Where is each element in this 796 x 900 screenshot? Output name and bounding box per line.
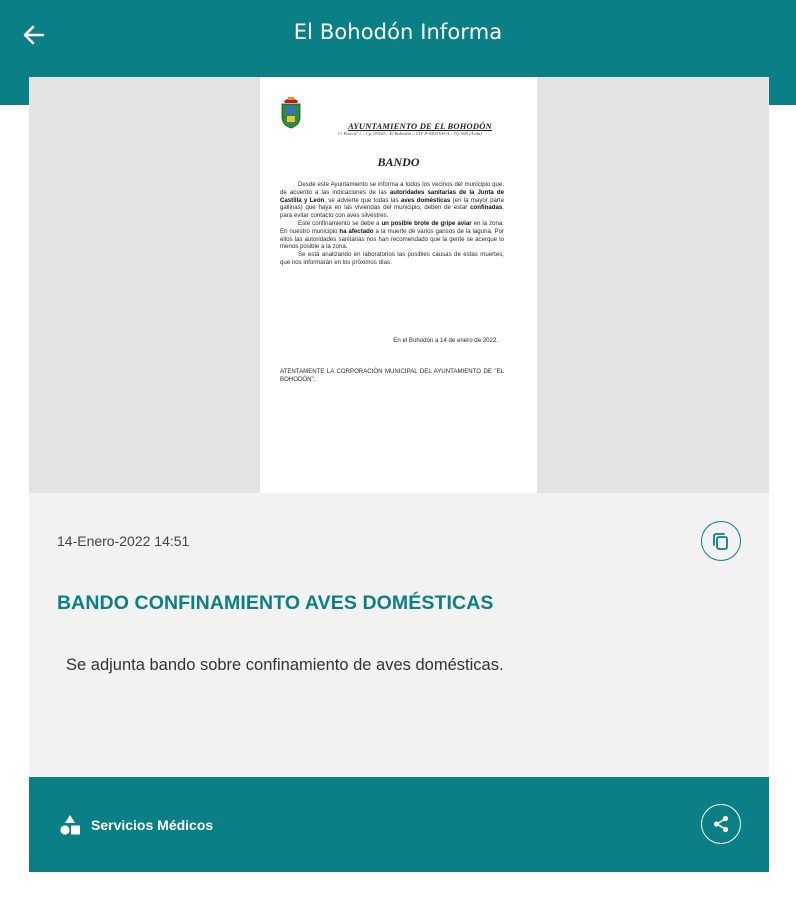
shapes-icon bbox=[59, 814, 81, 836]
service-category-link[interactable] bbox=[59, 814, 213, 836]
org-address: C/ Pozo nº 1 – Cp. 05520 – El Bohodón – CIF P-0503300-A – Tlf. 920 (Ávila) bbox=[338, 131, 482, 136]
document-date: En el Bohodón a 14 de enero de 2022. bbox=[393, 337, 498, 344]
page-title: El Bohodón Informa bbox=[293, 20, 503, 44]
share-button[interactable] bbox=[701, 804, 741, 844]
news-image[interactable] bbox=[29, 77, 769, 493]
copy-button[interactable] bbox=[701, 521, 741, 561]
news-card bbox=[29, 77, 769, 872]
document-heading: BANDO bbox=[377, 155, 420, 169]
news-datetime: 14-Enero-2022 14:51 bbox=[57, 533, 190, 549]
share-icon bbox=[711, 814, 731, 834]
bando-document bbox=[260, 77, 537, 493]
news-body: Se adjunta bando sobre confinamiento de aves domésticas. bbox=[66, 656, 504, 674]
document-signature: ATENTAMENTE LA CORPORACIÓN MUNICIPAL DEL AYUNTAMIENTO DE "EL BOHODÓN". bbox=[280, 368, 504, 383]
org-name: AYUNTAMIENTO DE EL BOHODÓN bbox=[348, 121, 492, 131]
copy-icon bbox=[711, 531, 731, 551]
card-footer bbox=[29, 777, 769, 872]
news-title: BANDO CONFINAMIENTO AVES DOMÉSTICAS bbox=[57, 592, 494, 614]
coat-of-arms-icon bbox=[279, 95, 303, 129]
service-label: Servicios Médicos bbox=[91, 817, 214, 833]
document-body: Desde este Ayuntamiento se informa a todos los vecinos del municipio que, de acuerdo a las indicaciones de las autoridades sanitarias de la Junta de Castilla y León, se advierte que todas las aves domésticas (en la mayor parte gallinas) que haya en las viviendas del municipio, deben de estar confinadas, para evitar contacto con aves silvestres. Este confinamiento se debe a un posible brote de gripe aviar en la zona. En nuestro municipio ha afectado a la muerte de varios gansos de la laguna. Por ellos las autoridades sanitarias nos han recomendado que la gente se acerque lo menos posible a la zona. Se está analizando en laboratorios las posibles causas de estas muertes, que nos informarán en los próximos días. bbox=[280, 181, 505, 266]
